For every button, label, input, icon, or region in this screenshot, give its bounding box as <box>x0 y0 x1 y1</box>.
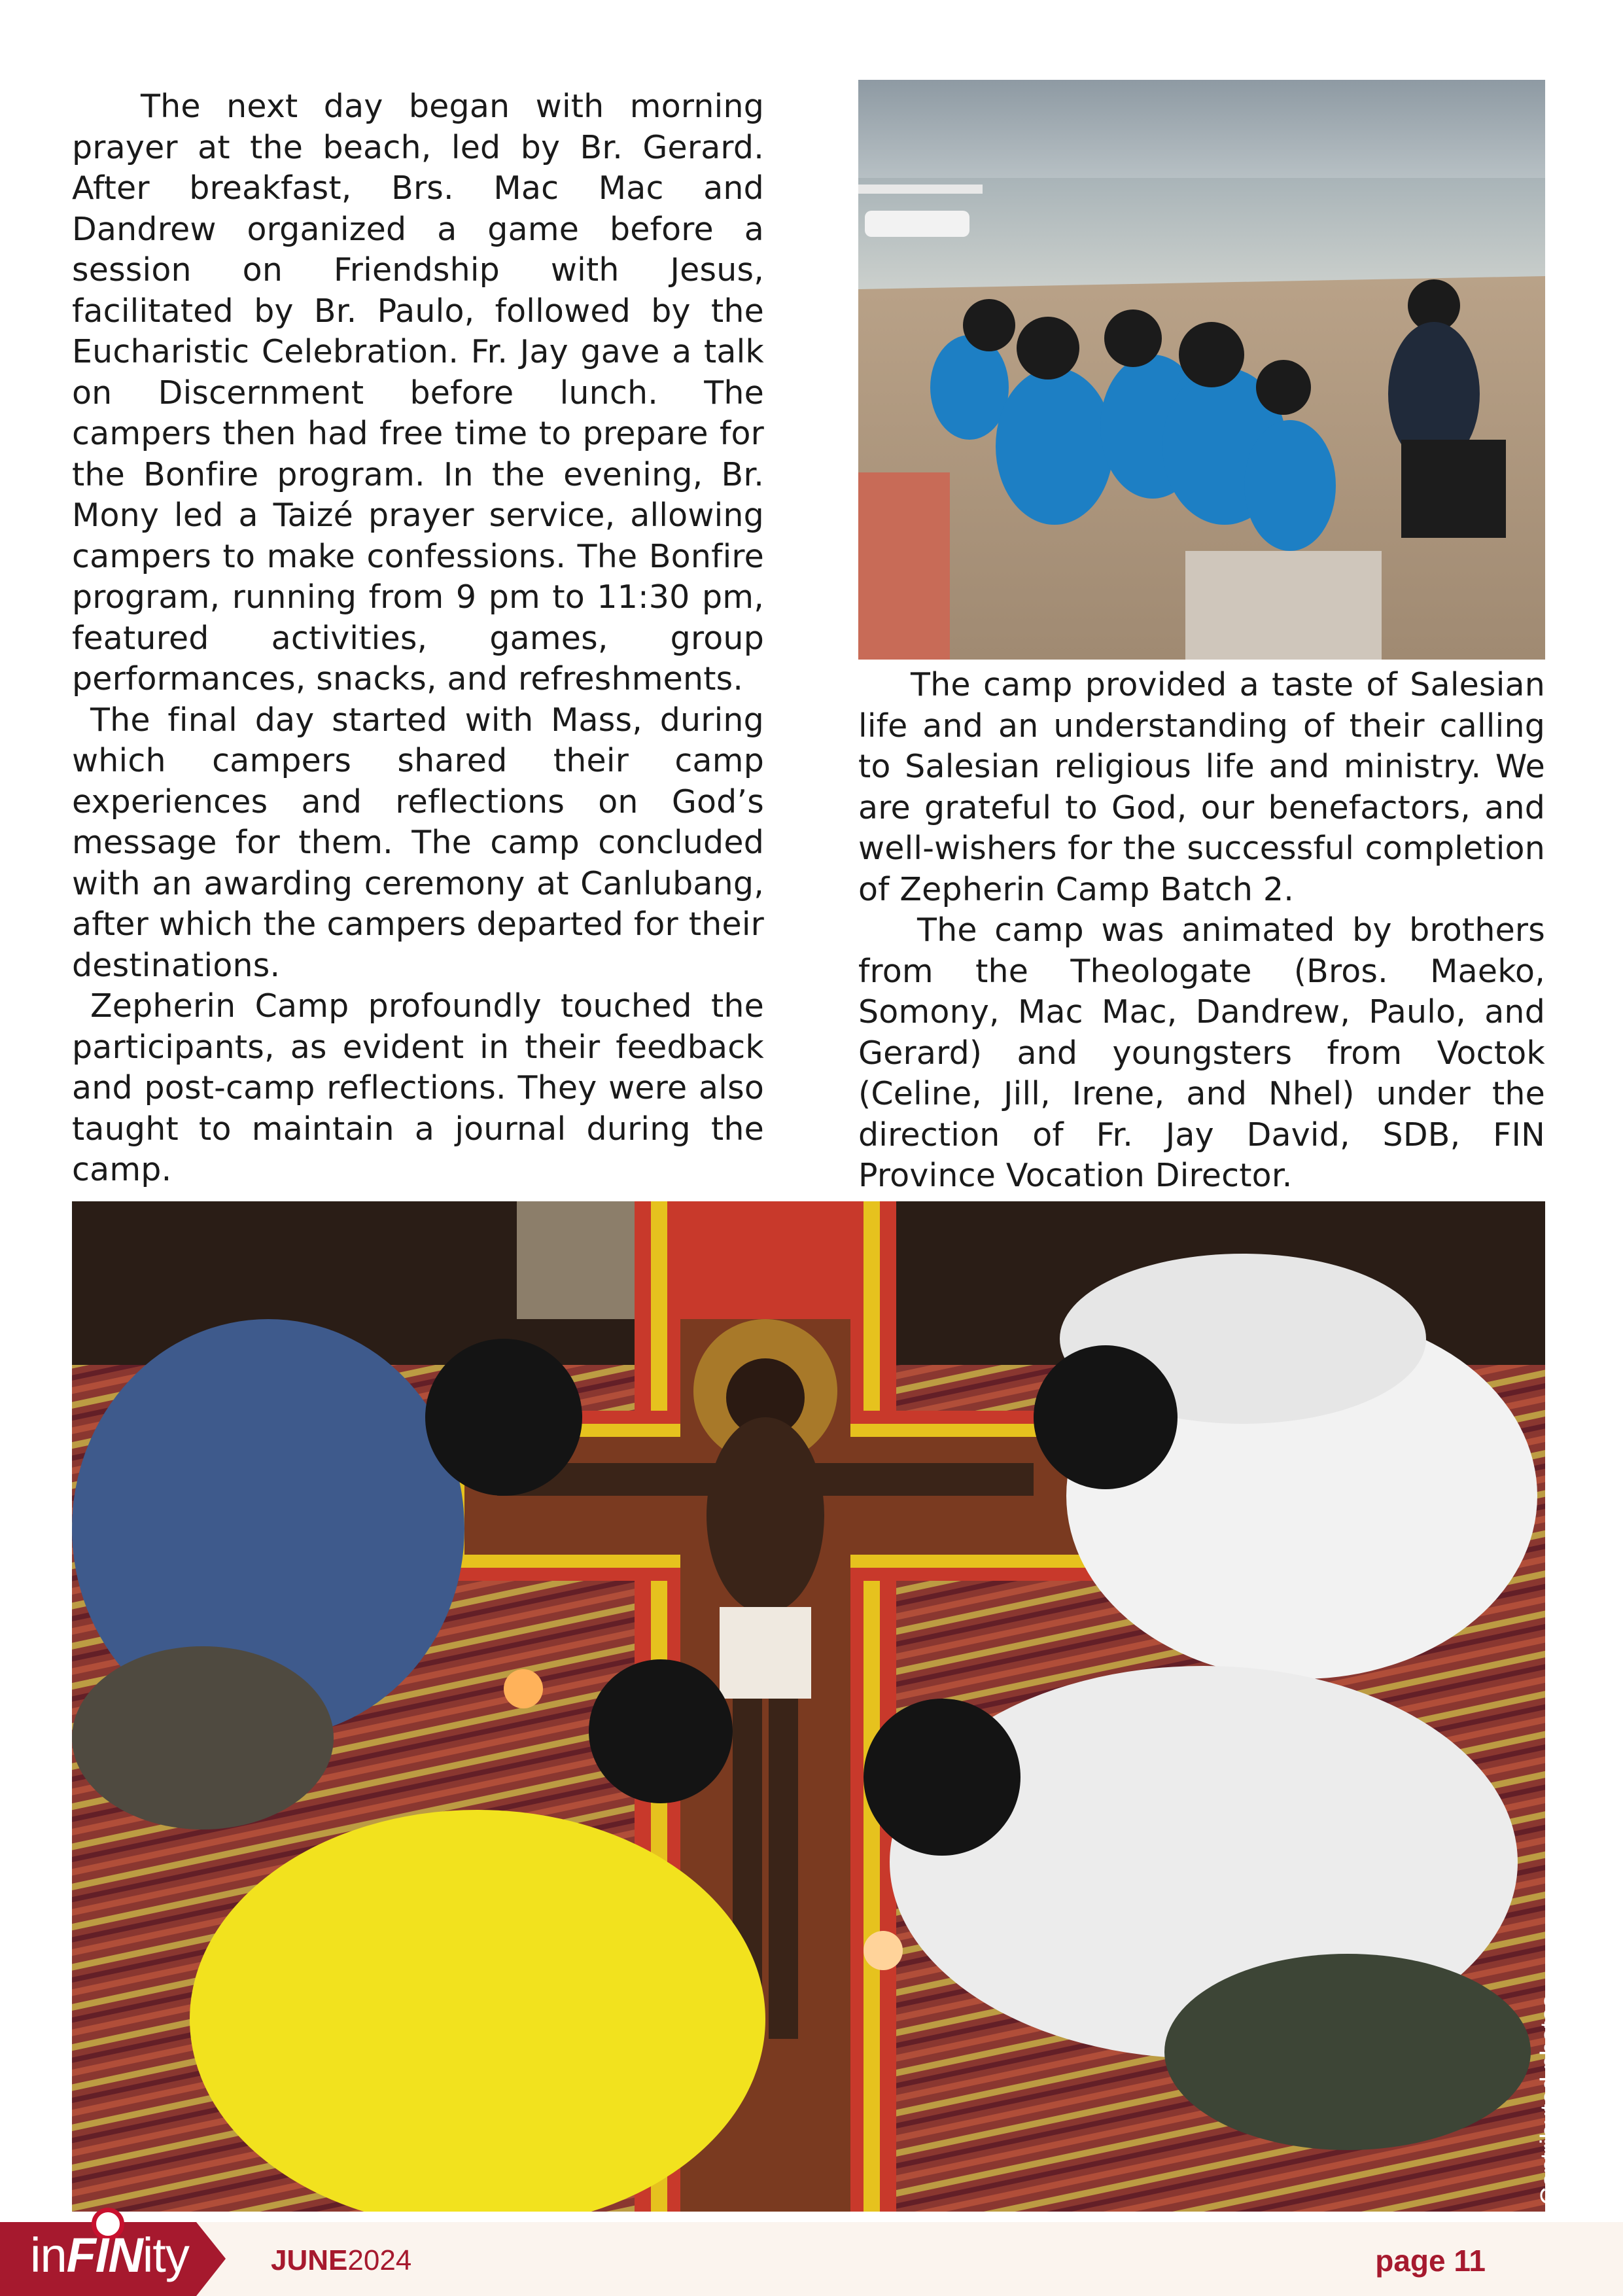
crucifix-prayer-photo <box>72 1201 1545 2212</box>
paragraph: The final day started with Mass, during which campers shared their camp experiences and reflections on God’s message for them. The camp concluded with an awarding ceremony at Canlubang, after which the campers departed for their destinations. <box>72 701 764 984</box>
article-column-right <box>858 665 1545 1197</box>
issue-date: JUNE2024 <box>271 2244 412 2276</box>
paragraph: Zepherin Camp profoundly touched the participants, as evident in their feedback and post-camp reflections. They were also taught to maintain a journal during the camp. <box>72 987 764 1188</box>
photo-credit: Contributed photos <box>1536 1994 1563 2205</box>
magazine-logo: inFINity <box>30 2228 189 2282</box>
page-footer <box>0 2222 1623 2296</box>
paragraph: The camp provided a taste of Salesian life and an understanding of their calling to Salesian religious life and ministry. We are grateful to God, our benefactors, and well-wishers for the successful completion of Zepherin Camp Batch 2. <box>858 666 1545 908</box>
paragraph: The next day began with morning prayer at the beach, led by Br. Gerard. After breakfast, Brs. Mac Mac and Dandrew organized a game before a session on Friendship with Jesus, facilitated by Br. Paulo, followed by the Eucharistic Celebration. Fr. Jay gave a talk on Discernment before lunch. The campers then had free time to prepare for the Bonfire program. In the evening, Br. Mony led a Taizé prayer service, allowing campers to make confessions. The Bonfire program, running from 9 pm to 11:30 pm, featured activities, games, group performances, snacks, and refreshments. <box>72 88 764 698</box>
page-number: page 11 <box>1375 2244 1486 2278</box>
beach-session-photo <box>858 80 1545 660</box>
paragraph: The camp was animated by brothers from the Theologate (Bros. Maeko, Somony, Mac Mac, Dandrew, Paulo, and Gerard) and youngsters from Voctok (Celine, Jill, Irene, and Nhel) under the direction of Fr. Jay David, SDB, FIN Province Vocation Director. <box>858 911 1545 1194</box>
article-column-left <box>72 86 764 1191</box>
